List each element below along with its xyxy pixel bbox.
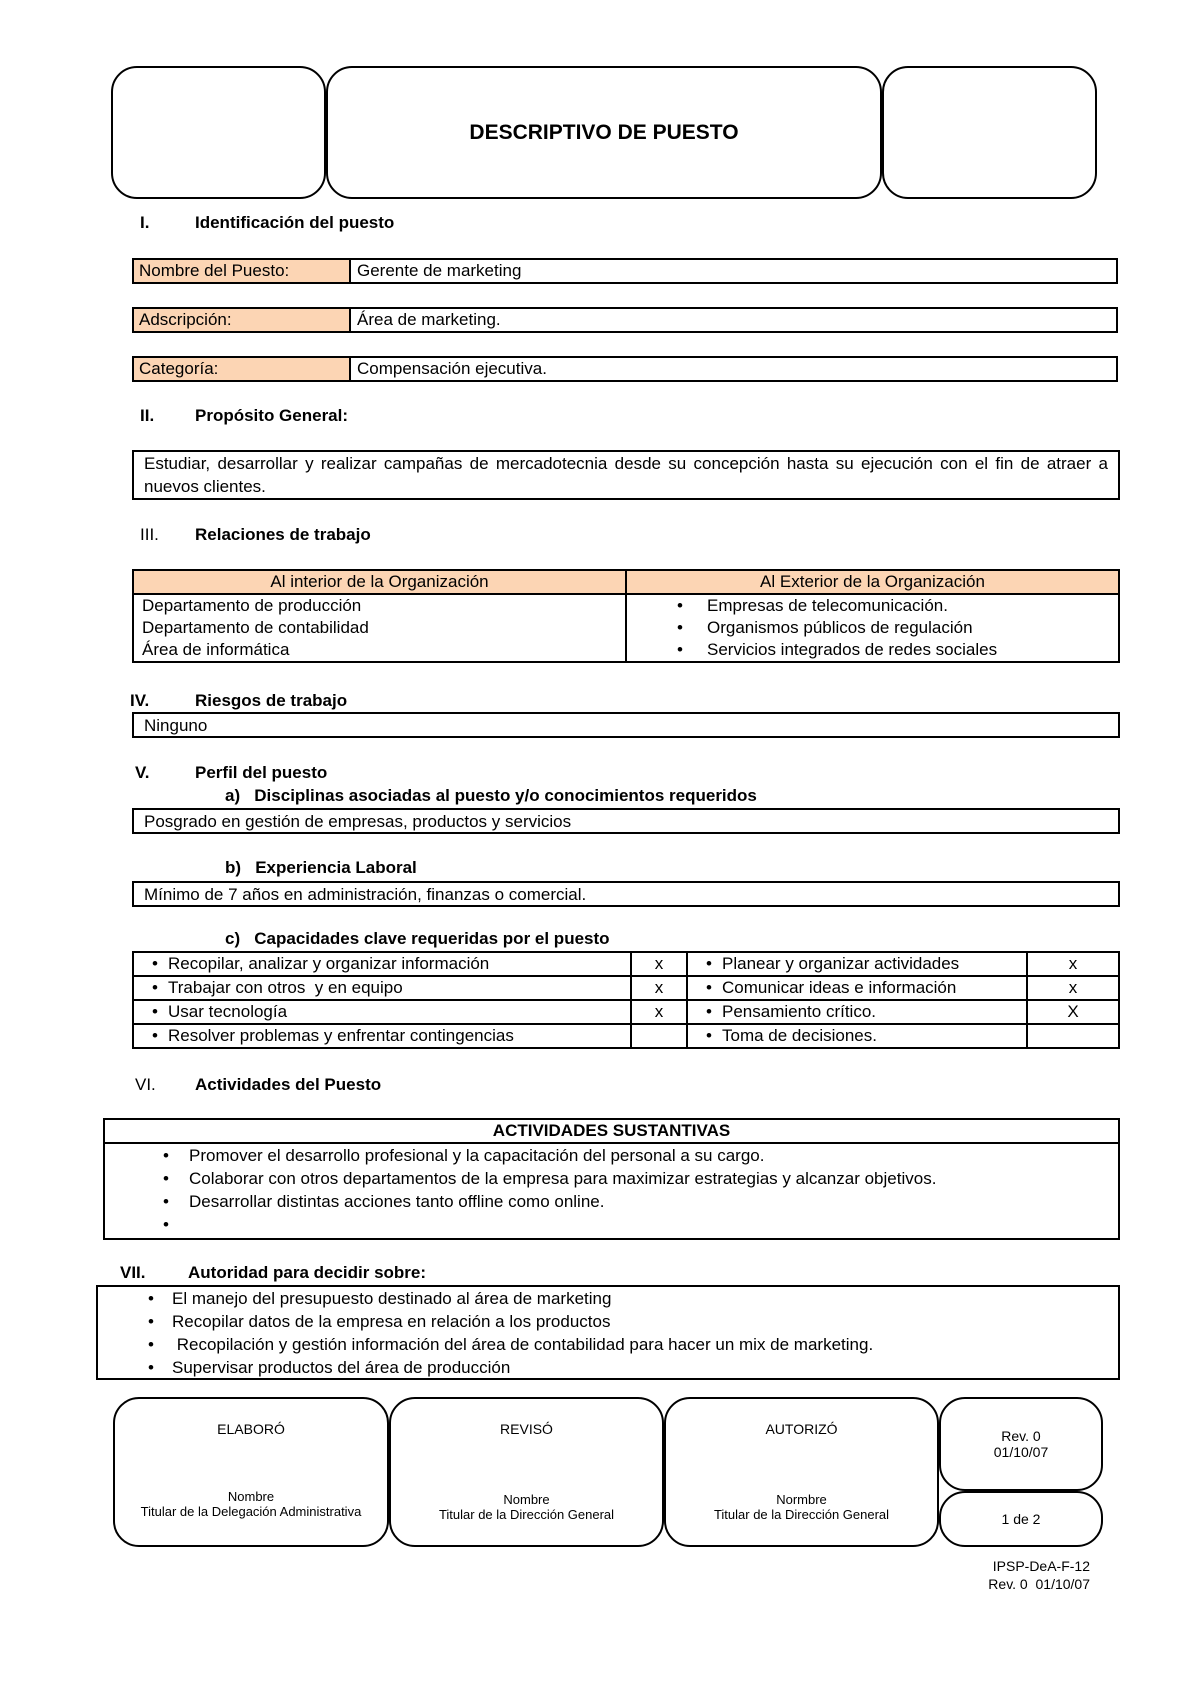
field-nombre-puesto (132, 258, 1118, 284)
section-1-heading: I. Identificación del puesto (140, 213, 395, 232)
revision-date: 01/10/07 (993, 1444, 1049, 1460)
section-2-heading: II. Propósito General: (140, 406, 349, 425)
proposito-text: Estudiar, desarrollar y realizar campañas de mercadotecnia desde su concepción hasta su ejecución con el fin de atraer a nuevos clientes. (144, 454, 1108, 496)
list-item: • Empresas de telecomunicación. (667, 595, 1110, 617)
bullet-icon: • (163, 1192, 169, 1211)
relaciones-interior-cell (133, 594, 626, 662)
field-categoria-value: Compensación ejecutiva. (357, 359, 547, 378)
relaciones-interior-header: Al interior de la Organización (133, 570, 626, 594)
bullet-icon: • (677, 596, 683, 615)
field-nombre-value: Gerente de marketing (357, 261, 522, 280)
list-item: • Colaborar con otros departamentos de la empresa para maximizar estrategias y alcanzar objetivos. (153, 1167, 1118, 1190)
list-item: • El manejo del presupuesto destinado al área de marketing (138, 1287, 1118, 1310)
experiencia-text: Mínimo de 7 años en administración, finanzas o comercial. (144, 885, 587, 904)
autorizo-box (664, 1397, 939, 1547)
capacidad-mark: x (631, 952, 687, 976)
field-adscripcion-label: Adscripción: (134, 309, 351, 331)
reviso-label: REVISÓ (500, 1421, 553, 1437)
list-item: Área de informática (142, 640, 290, 659)
document-code (930, 1557, 1090, 1593)
actividades-header: ACTIVIDADES SUSTANTIVAS (105, 1120, 1118, 1144)
bullet-icon: • (148, 1335, 154, 1354)
header-right-box (882, 66, 1097, 199)
autorizo-label: AUTORIZÓ (765, 1421, 838, 1437)
experiencia-box (132, 881, 1120, 907)
relaciones-exterior-header: Al Exterior de la Organización (626, 570, 1119, 594)
bullet-icon: • (152, 1026, 158, 1045)
autorizo-title: Titular de la Dirección General (713, 1507, 890, 1522)
capacidad-mark: x (631, 1000, 687, 1024)
table-row: • Trabajar con otros y en equipo x • Comunicar ideas e información x (133, 976, 1119, 1000)
capacidad-mark (631, 1024, 687, 1048)
list-item: • Promover el desarrollo profesional y la capacitación del personal a su cargo. (153, 1144, 1118, 1167)
bullet-icon: • (163, 1146, 169, 1165)
bullet-icon: • (677, 618, 683, 637)
document-code-rev: Rev. 0 01/10/07 (988, 1576, 1090, 1592)
autorizo-name: Normbre (776, 1492, 827, 1507)
document-code-id: IPSP-DeA-F-12 (992, 1558, 1090, 1574)
table-row: • Usar tecnología x • Pensamiento crítico. X (133, 1000, 1119, 1024)
field-adscripcion-value: Área de marketing. (357, 310, 501, 329)
list-item: • Recopilar datos de la empresa en relación a los productos (138, 1310, 1118, 1333)
elaboro-name: Nombre (227, 1489, 275, 1504)
reviso-title: Titular de la Dirección General (438, 1507, 615, 1522)
bullet-icon: • (148, 1312, 154, 1331)
list-item: • Recopilación y gestión información del área de contabilidad para hacer un mix de marketing. (138, 1333, 1118, 1356)
capacidad-mark: x (631, 976, 687, 1000)
riesgos-box (132, 712, 1120, 738)
section-5a-heading: a) Disciplinas asociadas al puesto y/o conocimientos requeridos (225, 786, 757, 805)
field-categoria-label: Categoría: (134, 358, 351, 380)
disciplinas-box (132, 808, 1120, 834)
header-left-box (111, 66, 326, 199)
capacidad-mark (1027, 1024, 1119, 1048)
bullet-icon: • (148, 1358, 154, 1377)
page-title-text: DESCRIPTIVO DE PUESTO (469, 120, 739, 144)
field-nombre-label: Nombre del Puesto: (134, 260, 351, 282)
bullet-icon: • (163, 1169, 169, 1188)
bullet-icon: • (706, 954, 712, 973)
disciplinas-text: Posgrado en gestión de empresas, productos y servicios (144, 812, 572, 831)
bullet-icon: • (152, 978, 158, 997)
bullet-icon: • (152, 1002, 158, 1021)
list-item: • Supervisar productos del área de producción (138, 1356, 1118, 1379)
capacidades-table (132, 951, 1120, 1049)
actividades-list (105, 1144, 1118, 1236)
page-number: 1 de 2 (1001, 1511, 1041, 1527)
revision-box (939, 1397, 1103, 1491)
bullet-icon: • (152, 954, 158, 973)
reviso-box (389, 1397, 664, 1547)
page-number-box (939, 1491, 1103, 1547)
section-5-heading: V. Perfil del puesto (135, 763, 328, 782)
capacidad-mark: x (1027, 976, 1119, 1000)
field-categoria (132, 356, 1118, 382)
page-title (326, 66, 882, 199)
list-item: Departamento de contabilidad (142, 618, 369, 637)
list-item: • Servicios integrados de redes sociales (667, 639, 1110, 661)
bullet-icon: • (677, 640, 683, 659)
capacidad-mark: X (1027, 1000, 1119, 1024)
reviso-name: Nombre (503, 1492, 550, 1507)
bullet-icon: • (706, 978, 712, 997)
section-6-heading: VI. Actividades del Puesto (135, 1075, 382, 1094)
elaboro-label: ELABORÓ (217, 1421, 285, 1437)
section-4-heading: IV. Riesgos de trabajo (130, 691, 348, 710)
list-item: • Desarrollar distintas acciones tanto offline como online. (153, 1190, 1118, 1213)
list-item (153, 1213, 1118, 1236)
table-row: • Resolver problemas y enfrentar contingencias • Toma de decisiones. (133, 1024, 1119, 1048)
bullet-icon: • (706, 1026, 712, 1045)
capacidad-mark: x (1027, 952, 1119, 976)
section-3-heading: III. Relaciones de trabajo (140, 525, 371, 544)
revision-number: Rev. 0 (1001, 1428, 1041, 1444)
actividades-box (103, 1118, 1120, 1240)
section-5c-heading: c) Capacidades clave requeridas por el puesto (225, 929, 610, 948)
relaciones-table (132, 569, 1120, 663)
elaboro-box (113, 1397, 389, 1547)
bullet-icon: • (163, 1215, 169, 1234)
relaciones-exterior-cell (626, 594, 1119, 662)
section-7-heading: VII. Autoridad para decidir sobre: (120, 1263, 427, 1282)
field-adscripcion (132, 307, 1118, 333)
section-5b-heading: b) Experiencia Laboral (225, 858, 417, 877)
bullet-icon: • (148, 1289, 154, 1308)
bullet-icon: • (706, 1002, 712, 1021)
autoridad-box (96, 1285, 1120, 1380)
proposito-box (132, 450, 1120, 500)
list-item: • Organismos públicos de regulación (667, 617, 1110, 639)
riesgos-text: Ninguno (144, 716, 208, 735)
table-row: • Recopilar, analizar y organizar información x • Planear y organizar actividades x (133, 952, 1119, 976)
elaboro-title: Titular de la Delegación Administrativa (140, 1504, 362, 1519)
list-item: Departamento de producción (142, 596, 362, 615)
